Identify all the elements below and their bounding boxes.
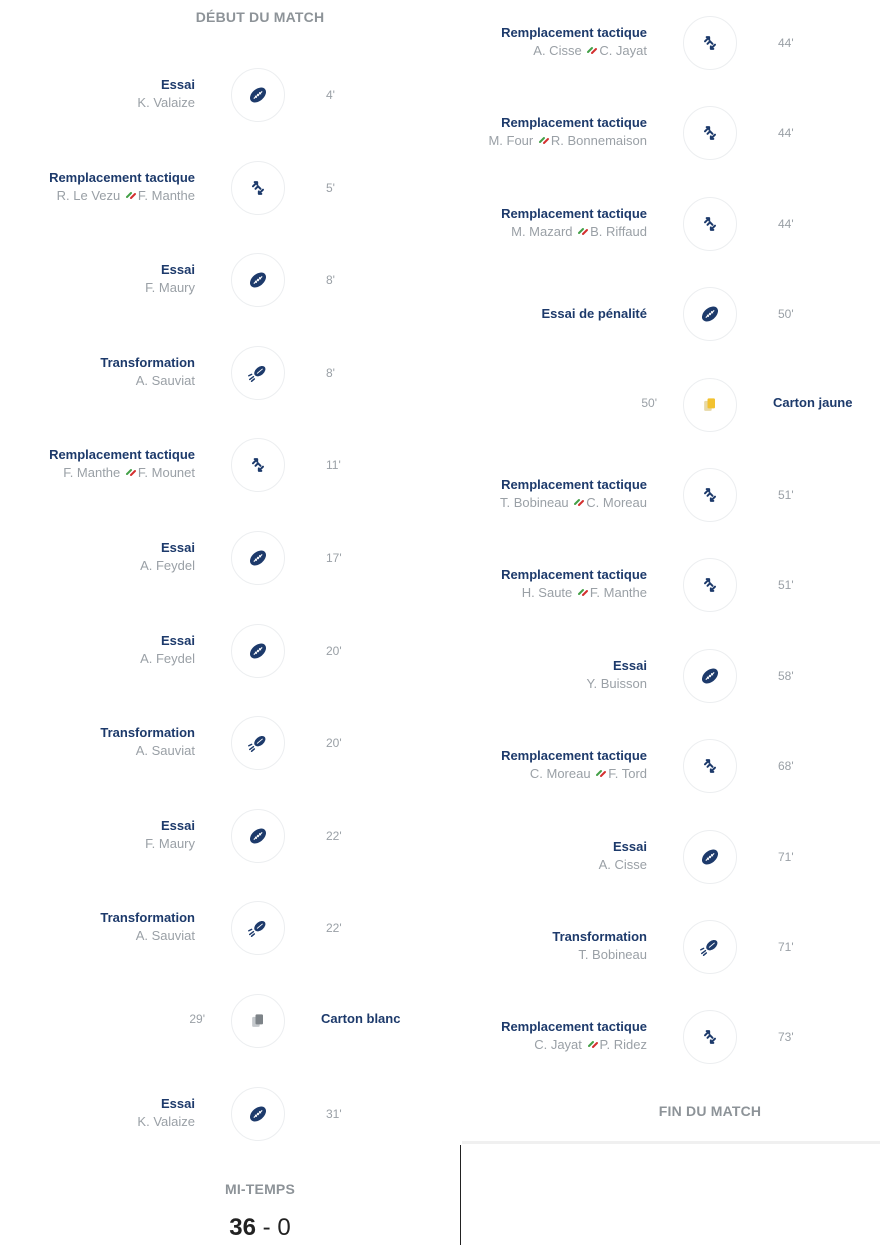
- event-player: K. Valaize: [137, 1113, 195, 1129]
- timeline-event-remplacement-tactique: [0, 161, 460, 221]
- timeline-event-essai: [0, 1087, 460, 1147]
- event-text: [501, 566, 647, 603]
- event-player: T. Bobineau: [578, 947, 647, 962]
- match-start-label: DÉBUT DU MATCH: [195, 9, 325, 25]
- timeline-event-transformation: [0, 346, 460, 406]
- event-title: Essai: [161, 1095, 195, 1111]
- event-minute: 20': [326, 643, 342, 658]
- event-text: [501, 1018, 647, 1055]
- event-icon-circle: [231, 624, 285, 678]
- event-text: [488, 114, 647, 151]
- event-player: F. Maury: [145, 280, 195, 296]
- event-minute: 29': [189, 1012, 205, 1026]
- event-title: Essai: [161, 77, 195, 92]
- event-minute: 44': [778, 36, 794, 50]
- event-title: Remplacement tactique: [501, 567, 647, 583]
- player-in: C. Jayat: [599, 43, 647, 58]
- substitution-icon: [248, 455, 268, 475]
- event-icon-circle: [683, 739, 737, 793]
- event-title: Essai de pénalité: [541, 306, 647, 322]
- event-player: Y. Buisson: [586, 675, 647, 691]
- timeline-event-essai: [0, 253, 460, 313]
- event-title: Essai: [613, 838, 647, 854]
- event-icon-circle: [231, 809, 285, 863]
- event-minute: 22': [326, 828, 342, 843]
- swap-arrows-icon: [587, 1038, 599, 1050]
- event-text: [140, 539, 195, 576]
- score-home: 36: [229, 1214, 256, 1241]
- rugby-ball-icon: [699, 665, 721, 687]
- substitution-icon: [700, 1027, 720, 1047]
- event-icon-circle: [231, 346, 285, 400]
- event-minute: 20': [326, 736, 342, 751]
- player-in: C. Moreau: [586, 495, 647, 510]
- event-substitution-players: [49, 463, 195, 483]
- event-substitution-players: [500, 493, 647, 513]
- event-player: A. Sauviat: [135, 928, 195, 944]
- swap-arrows-icon: [125, 466, 137, 478]
- event-substitution-players: [488, 131, 647, 151]
- substitution-icon: [700, 756, 720, 776]
- rugby-ball-icon: [699, 846, 721, 868]
- event-title: Remplacement tactique: [501, 25, 647, 40]
- event-icon-circle: [683, 649, 737, 703]
- event-title: Essai: [161, 262, 195, 278]
- event-player: A. Feydel: [140, 650, 195, 666]
- rugby-ball-icon: [699, 303, 721, 325]
- event-text: [100, 724, 195, 761]
- event-minute: 51': [778, 578, 794, 593]
- player-out: M. Mazard: [511, 223, 573, 239]
- event-text: [100, 354, 195, 391]
- substitution-icon: [700, 33, 720, 53]
- player-out: M. Four: [488, 133, 534, 149]
- event-title: Essai: [161, 540, 195, 555]
- swap-arrows-icon: [577, 225, 589, 237]
- event-minute: 11': [326, 458, 341, 473]
- event-icon-circle: [231, 531, 285, 585]
- yellow-card-icon: [700, 395, 720, 415]
- timeline-event-essai: [460, 830, 880, 890]
- event-icon-circle: [231, 716, 285, 770]
- event-minute: 50': [778, 307, 794, 322]
- event-title: Carton blanc: [321, 1011, 401, 1026]
- conversion-kick-icon: [247, 362, 269, 384]
- event-title: Remplacement tactique: [49, 447, 195, 463]
- event-icon-circle: [683, 287, 737, 341]
- swap-arrows-icon: [125, 189, 137, 201]
- event-icon-circle: [231, 161, 285, 215]
- event-icon-circle: [683, 468, 737, 522]
- event-text: [140, 632, 195, 669]
- timeline-event-remplacement-tactique: [460, 558, 880, 618]
- swap-arrows-icon: [538, 134, 550, 146]
- event-minute: 4': [326, 88, 335, 102]
- conversion-kick-icon: [699, 936, 721, 958]
- timeline-event-remplacement-tactique: [0, 438, 460, 498]
- event-text: [542, 305, 648, 322]
- rugby-ball-icon: [247, 640, 269, 662]
- event-title: Transformation: [100, 354, 195, 370]
- match-end-label: FIN DU MATCH: [658, 1103, 762, 1119]
- event-player: K. Valaize: [137, 95, 195, 110]
- event-icon-circle: [231, 253, 285, 307]
- event-icon-circle: [683, 197, 737, 251]
- event-minute: 68': [778, 759, 794, 774]
- event-icon-circle: [683, 16, 737, 70]
- rugby-ball-icon: [247, 825, 269, 847]
- player-out: T. Bobineau: [500, 495, 569, 510]
- event-icon-circle: [683, 830, 737, 884]
- halftime-score: [180, 1214, 340, 1242]
- event-text: [500, 476, 647, 513]
- event-text: [501, 205, 647, 242]
- event-text: [599, 838, 647, 875]
- swap-arrows-icon: [573, 496, 585, 508]
- timeline-event-essai: [0, 531, 460, 591]
- event-icon-circle: [683, 106, 737, 160]
- swap-arrows-icon: [577, 586, 589, 598]
- event-icon-circle: [231, 994, 285, 1048]
- event-title: Transformation: [100, 910, 195, 926]
- rugby-ball-icon: [247, 84, 269, 106]
- event-icon-circle: [231, 901, 285, 955]
- event-minute: 71': [778, 940, 794, 954]
- event-substitution-players: [501, 764, 647, 784]
- rugby-ball-icon: [247, 547, 269, 569]
- timeline-event-remplacement-tactique: [460, 1010, 880, 1070]
- substitution-icon: [700, 123, 720, 143]
- event-substitution-players: [501, 222, 647, 242]
- timeline-event-essai: [0, 624, 460, 684]
- substitution-icon: [700, 575, 720, 595]
- white-card-icon: [248, 1011, 268, 1031]
- timeline-event-carton-blanc: [0, 994, 460, 1054]
- event-minute: 8': [326, 365, 335, 380]
- event-title: Remplacement tactique: [49, 169, 195, 185]
- substitution-icon: [700, 485, 720, 505]
- event-minute: 5': [326, 180, 335, 195]
- event-text: [49, 169, 195, 206]
- event-icon-circle: [231, 438, 285, 492]
- event-minute: 50': [641, 395, 657, 410]
- timeline-event-transformation: [0, 716, 460, 776]
- timeline-event-essai: [460, 649, 880, 709]
- event-text: [501, 24, 647, 61]
- swap-arrows-icon: [586, 44, 598, 56]
- event-title: Remplacement tactique: [501, 748, 647, 764]
- event-minute: 44': [778, 216, 794, 231]
- event-text: [137, 76, 195, 113]
- event-player: A. Cisse: [598, 856, 647, 872]
- event-text: [552, 928, 647, 965]
- event-text: [501, 747, 647, 784]
- rugby-ball-icon: [247, 269, 269, 291]
- player-in: P. Ridez: [599, 1037, 647, 1053]
- timeline-event-essai: [0, 809, 460, 869]
- timeline-event-remplacement-tactique: [460, 468, 880, 528]
- conversion-kick-icon: [247, 917, 269, 939]
- player-in: F. Manthe: [589, 585, 647, 601]
- event-title: Essai: [161, 817, 195, 833]
- substitution-icon: [700, 214, 720, 234]
- timeline-event-remplacement-tactique: [460, 16, 880, 76]
- player-out: C. Moreau: [529, 766, 591, 782]
- event-substitution-players: [501, 583, 647, 603]
- event-substitution-players: [501, 1035, 647, 1055]
- event-text: [145, 817, 195, 854]
- event-minute: 71': [778, 849, 794, 864]
- event-player: A. Sauviat: [135, 372, 195, 388]
- event-text: [49, 446, 195, 483]
- halftime-label: MI-TEMPS: [224, 1181, 296, 1197]
- event-player: A. Sauviat: [135, 743, 195, 759]
- event-text: [587, 657, 647, 694]
- timeline-event-essai: [0, 68, 460, 128]
- timeline-event-remplacement-tactique: [460, 197, 880, 257]
- event-title: Essai: [161, 632, 195, 648]
- player-in: F. Tord: [608, 766, 647, 782]
- player-in: R. Bonnemaison: [550, 133, 647, 149]
- player-out: R. Le Vezu: [56, 187, 121, 203]
- score-separator: -: [262, 1214, 271, 1241]
- rugby-ball-icon: [247, 1103, 269, 1125]
- event-icon-circle: [683, 558, 737, 612]
- timeline-event-essai-de-penalite: [460, 287, 880, 347]
- event-minute: 51': [778, 488, 794, 502]
- event-substitution-players: [49, 186, 195, 206]
- event-text: [145, 261, 195, 298]
- event-substitution-players: [501, 41, 647, 61]
- event-title: Remplacement tactique: [501, 477, 647, 492]
- swap-arrows-icon: [595, 767, 607, 779]
- event-icon-circle: [231, 1087, 285, 1141]
- divider-horizontal: [462, 1141, 880, 1144]
- event-title: Transformation: [552, 929, 647, 944]
- substitution-icon: [248, 178, 268, 198]
- event-player: A. Feydel: [140, 558, 195, 573]
- player-in: F. Manthe: [137, 187, 195, 203]
- event-icon-circle: [231, 68, 285, 122]
- event-icon-circle: [683, 920, 737, 974]
- event-icon-circle: [683, 1010, 737, 1064]
- event-text: [137, 1095, 195, 1132]
- event-minute: 58': [778, 668, 794, 683]
- event-title: Transformation: [100, 725, 195, 741]
- event-title: Essai: [613, 657, 647, 673]
- timeline-event-transformation: [460, 920, 880, 980]
- event-title: Remplacement tactique: [501, 1019, 647, 1035]
- event-player: F. Maury: [145, 835, 195, 851]
- event-minute: 22': [326, 921, 342, 936]
- player-out: A. Cisse: [533, 43, 582, 58]
- score-away: 0: [277, 1214, 291, 1241]
- conversion-kick-icon: [247, 732, 269, 754]
- player-out: C. Jayat: [534, 1037, 582, 1053]
- event-text: [100, 909, 195, 946]
- timeline-event-remplacement-tactique: [460, 106, 880, 166]
- timeline-event-carton-jaune: [460, 378, 880, 438]
- player-in: B. Riffaud: [590, 223, 647, 239]
- event-minute: 31': [326, 1106, 342, 1121]
- event-title: Remplacement tactique: [501, 205, 647, 221]
- event-minute: 8': [326, 273, 335, 288]
- player-in: F. Mounet: [137, 465, 195, 481]
- event-minute: 73': [778, 1030, 794, 1045]
- event-title: Remplacement tactique: [501, 115, 647, 131]
- player-out: F. Manthe: [63, 465, 121, 481]
- timeline-event-remplacement-tactique: [460, 739, 880, 799]
- event-title: Carton jaune: [773, 394, 853, 410]
- timeline-event-transformation: [0, 901, 460, 961]
- event-minute: 44': [778, 126, 794, 141]
- player-out: H. Saute: [521, 585, 573, 601]
- divider-vertical: [460, 1145, 461, 1245]
- event-minute: 17': [326, 551, 342, 565]
- event-icon-circle: [683, 378, 737, 432]
